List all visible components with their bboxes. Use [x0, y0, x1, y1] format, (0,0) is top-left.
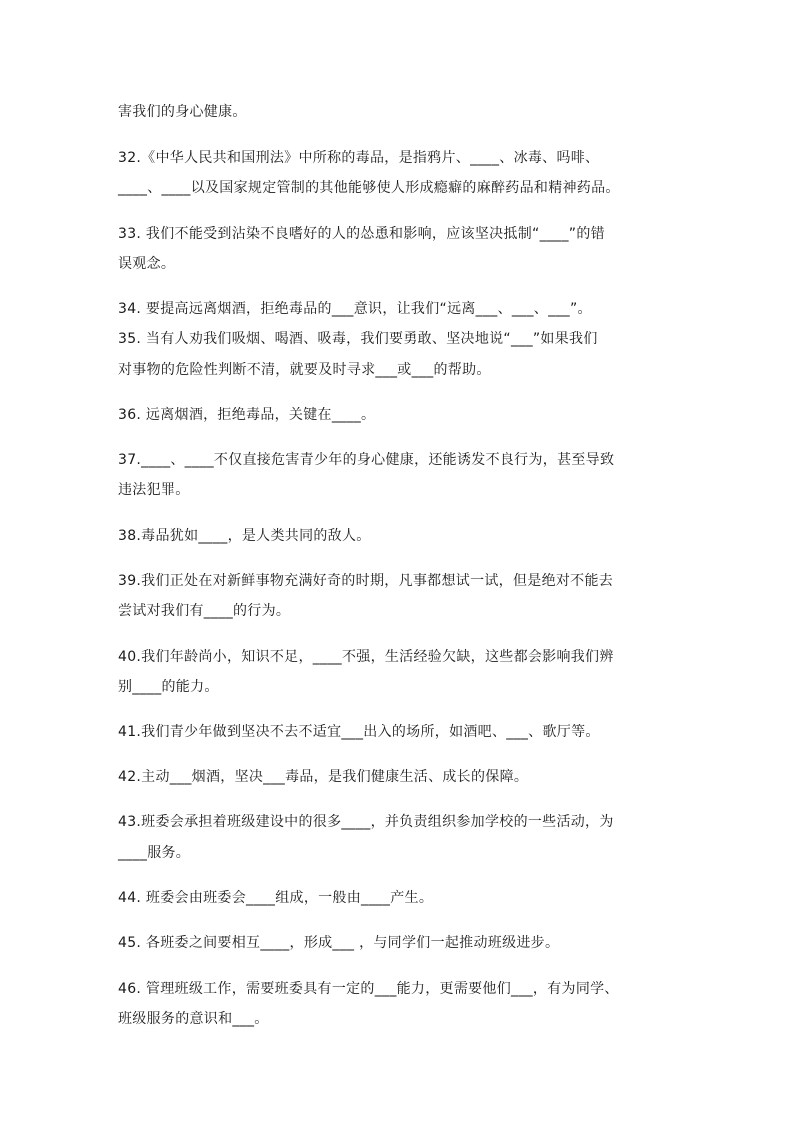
question-38: 38.毒品犹如____，是人类共同的敌人。	[118, 528, 371, 544]
question-34: 34. 要提高远离烟酒，拒绝毒品的___意识，让我们“远离___、___、___”。	[118, 301, 592, 317]
question-36: 36. 远离烟酒，拒绝毒品，关键在____。	[118, 407, 376, 423]
question-33-line-1: 33. 我们不能受到沾染不良嗜好的人的怂恿和影响，应该坚决抵制“____”的错	[118, 226, 605, 242]
question-32-line-2: ____、____以及国家规定管制的其他能够使人形成瘾癖的麻醉药品和精神药品。	[118, 180, 620, 196]
question-35-line-1: 35. 当有人劝我们吸烟、喝酒、吸毒，我们要勇敢、坚决地说“___”如果我们	[118, 331, 598, 347]
question-33-line-2: 误观念。	[118, 256, 176, 272]
question-40-line-2: 别____的能力。	[118, 679, 219, 695]
question-46-line-1: 46. 管理班级工作，需要班委具有一定的___能力，更需要他们___，有为同学、	[118, 981, 619, 997]
question-43-line-2: ____服务。	[118, 845, 191, 861]
question-32-line-1: 32.《中华人民共和国刑法》中所称的毒品，是指鸦片、____、冰毒、吗啡、	[118, 150, 600, 166]
question-42: 42.主动___烟酒，坚决___毒品，是我们健康生活、成长的保障。	[118, 769, 529, 785]
question-46-line-2: 班级服务的意识和___。	[118, 1011, 269, 1027]
question-39-line-1: 39.我们正处在对新鲜事物充满好奇的时期，凡事都想试一试，但是绝对不能去	[118, 573, 614, 589]
question-37-line-1: 37.____、____不仅直接危害青少年的身心健康，还能诱发不良行为，甚至导致	[118, 452, 615, 468]
question-37-line-2: 违法犯罪。	[118, 482, 190, 498]
question-40-line-1: 40.我们年龄尚小，知识不足，____不强，生活经验欠缺，这些都会影响我们辨	[118, 649, 614, 665]
question-45: 45. 各班委之间要相互____，形成___ ，与同学们一起推动班级进步。	[118, 935, 560, 951]
question-43-line-1: 43.班委会承担着班级建设中的很多____，并负责组织参加学校的一些活动，为	[118, 814, 614, 830]
question-35-line-2: 对事物的危险性判断不清，就要及时寻求___或___的帮助。	[118, 362, 491, 378]
question-44: 44. 班委会由班委会____组成，一般由____产生。	[118, 890, 434, 906]
question-39-line-2: 尝试对我们有____的行为。	[118, 603, 291, 619]
question-41: 41.我们青少年做到坚决不去不适宜___出入的场所，如酒吧、___、歌厅等。	[118, 724, 600, 740]
text-line: 害我们的身心健康。	[118, 104, 247, 120]
